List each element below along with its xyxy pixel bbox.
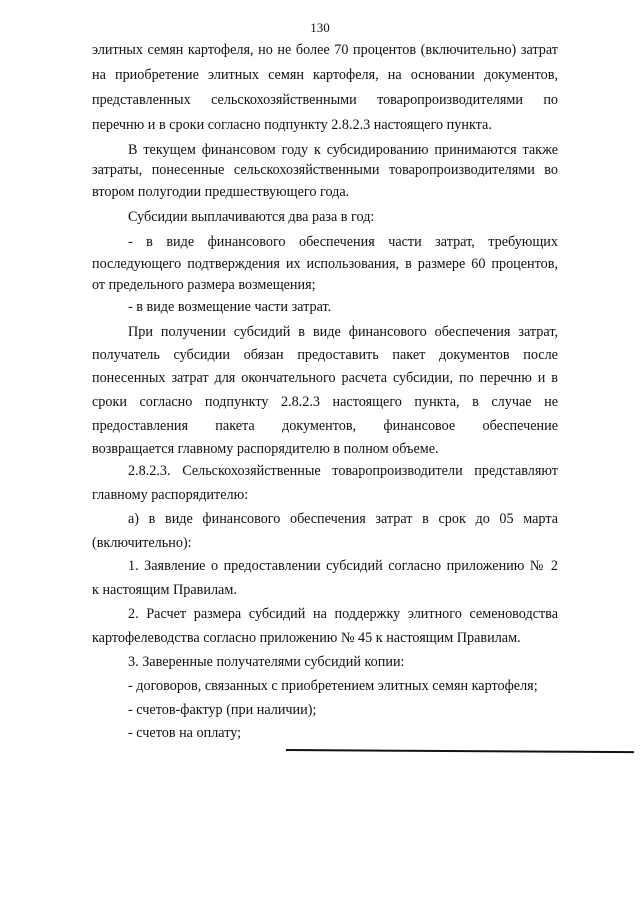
text-line: последующего подтверждения их использования, в размере 60 процентов, — [92, 256, 558, 272]
text-line: элитных семян картофеля, но не более 70 процентов (включительно) затрат — [92, 42, 558, 58]
text-line: (включительно): — [92, 535, 192, 551]
text-line: а) в виде финансового обеспечения затрат в срок до 05 марта — [128, 511, 558, 527]
text-line: от предельного размера возмещения; — [92, 277, 316, 293]
text-line: Субсидии выплачиваются два раза в год: — [128, 209, 375, 225]
text-line: картофелеводства согласно приложению № 45 к настоящим Правилам. — [92, 630, 521, 646]
text-line: 2. Расчет размера субсидий на поддержку элитного семеноводства — [128, 606, 558, 622]
text-line: получатель субсидии обязан предоставить пакет документов после — [92, 347, 558, 363]
text-line: 1. Заявление о предоставлении субсидий согласно приложению № 2 — [128, 558, 558, 574]
footnote-separator-line — [286, 749, 634, 753]
text-line: представленных сельскохозяйственными товаропроизводителями по — [92, 92, 558, 108]
text-line: возвращается главному распорядителю в полном объеме. — [92, 441, 439, 457]
text-line: к настоящим Правилам. — [92, 582, 237, 598]
text-line: При получении субсидий в виде финансового обеспечения затрат, — [128, 324, 558, 340]
text-line: на приобретение элитных семян картофеля, на основании документов, — [92, 67, 558, 83]
text-line: - в виде возмещение части затрат. — [128, 299, 332, 315]
text-line: - договоров, связанных с приобретением элитных семян картофеля; — [128, 678, 538, 694]
text-line: - в виде финансового обеспечения части затрат, требующих — [128, 234, 558, 250]
text-line: главному распорядителю: — [92, 487, 249, 503]
text-line: понесенных затрат для окончательного расчета субсидии, по перечню и в — [92, 370, 558, 386]
text-line: 2.8.2.3. Сельскохозяйственные товаропроизводители представляют — [128, 463, 558, 479]
text-line: В текущем финансовом году к субсидированию принимаются также — [128, 142, 558, 158]
page-number: 130 — [310, 20, 330, 35]
text-line: затраты, понесенные сельскохозяйственными товаропроизводителями во — [92, 162, 558, 178]
text-line: - счетов на оплату; — [128, 725, 242, 741]
text-line: предоставления пакета документов, финансовое обеспечение — [92, 418, 558, 434]
text-line: перечню и в сроки согласно подпункту 2.8.2.3 настоящего пункта. — [92, 117, 492, 133]
text-line: сроки согласно подпункту 2.8.2.3 настоящего пункта, в случае не — [92, 394, 558, 410]
text-line: втором полугодии предшествующего года. — [92, 184, 350, 200]
text-line: 3. Заверенные получателями субсидий копии: — [128, 654, 405, 670]
text-line: - счетов-фактур (при наличии); — [128, 702, 317, 718]
